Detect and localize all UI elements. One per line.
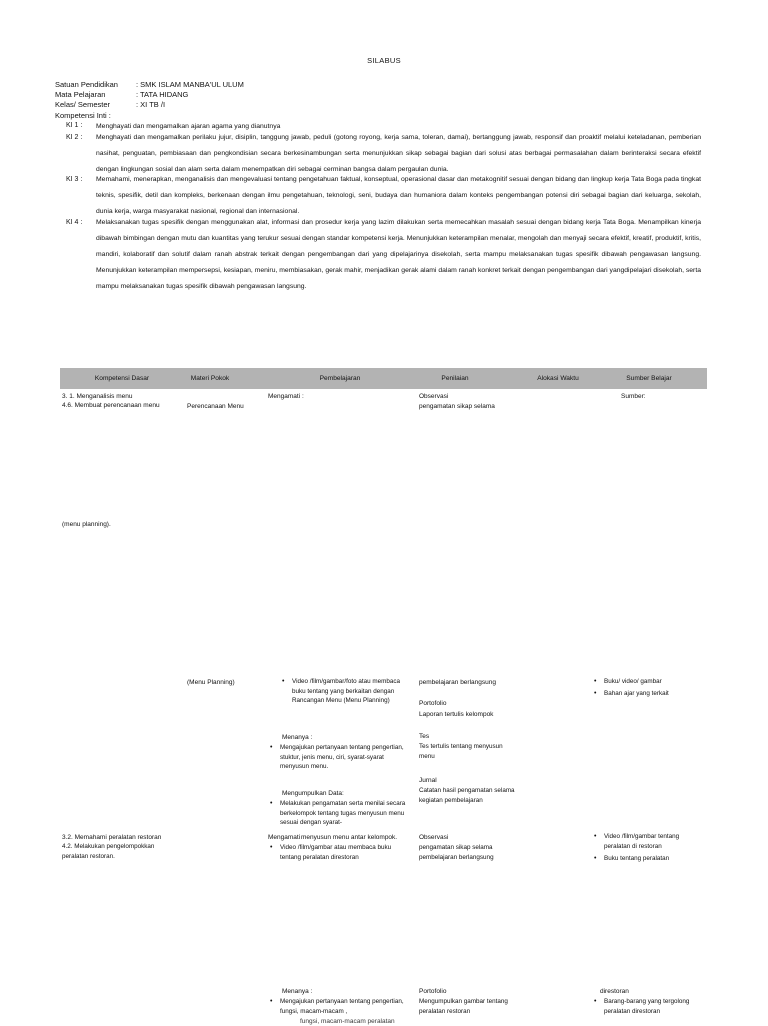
mengamati-heading-r3: Mengamati bbox=[268, 834, 301, 841]
meta-label-satuan: Satuan Pendidikan bbox=[55, 80, 118, 89]
mengamati-bullet: • Video /film/gambar/foto atau membaca buku tentang yang berkaitan dengan Rancangan Menu (Menu Planning) bbox=[280, 677, 410, 706]
ki-4-label: KI 4 : bbox=[66, 219, 83, 226]
mengumpulkan-heading: Mengumpulkan Data: bbox=[282, 790, 344, 797]
menanya-item bbox=[268, 743, 413, 772]
kd-4-6: 4.6. Membuat perencanaan menu bbox=[62, 402, 160, 409]
ki-2-label: KI 2 : bbox=[66, 134, 83, 141]
observasi-text: pengamatan sikap selama bbox=[419, 403, 495, 410]
header-penilaian: Penilaian bbox=[441, 375, 469, 382]
header-kompetensi-dasar: Kompetensi Dasar bbox=[94, 375, 150, 382]
kd-3-1: 3. 1. Menganalisis menu bbox=[62, 393, 133, 400]
sumber-bullet-barang: • Barang-barang yang tergolong peralatan direstoran bbox=[592, 997, 702, 1016]
ki-1-label: KI 1 : bbox=[66, 122, 83, 129]
ki-1-text: Menghayati dan mengamalkan ajaran agama yang dianutnya bbox=[96, 123, 281, 130]
meta-value-mapel: : TATA HIDANG bbox=[136, 90, 189, 99]
header-materi-pokok: Materi Pokok bbox=[190, 375, 230, 382]
sumber-heading: Sumber: bbox=[621, 393, 646, 400]
meta-label-mapel: Mata Pelajaran bbox=[55, 90, 106, 99]
portofolio-text-r4: Mengumpulkan gambar tentang peralatan restoran bbox=[419, 998, 508, 1015]
jurnal-heading: Jurnal bbox=[419, 777, 437, 784]
menanya-heading: Menanya : bbox=[282, 734, 313, 741]
kd-3-2: 3.2. Memahami peralatan restoran bbox=[62, 834, 162, 841]
sumber-list-r2 bbox=[592, 677, 702, 698]
portofolio-heading-r4: Portofolio bbox=[419, 988, 447, 995]
meta-label-kelas: Kelas/ Semester bbox=[55, 100, 111, 109]
ki-3-label: KI 3 : bbox=[66, 176, 83, 183]
ki-4-text: Melaksanakan tugas spesifik dengan menggunakan alat, informasi dan prosedur kerja yang lazim dilakukan serta memecahkan masalah sesuai dengan bidang kerja Tata Boga. Menampilkan kinerja dibawah bimbingan dengan mutu dan kuantitas yang terukur sesuai dengan standar kompetensi kerja. Menunjukkan keterampilan menalar, mengolah dan menyaji secara efektif, kreatif, produktif, kritis, mandiri, kolaboratif dan solutif dalam ranah abstrak terkait dengan pengembangan dari yang dipelajarinya disekolah, serta mampu melaksanakan tugas spesifik dibawah pengawasan langsung. Menunjukkan keterampilan mempersepsi, kesiapan, meniru, membiasakan, gerak mahir, menjadikan gerak alami dalam ranah konkret terkait dengan pengembangan dari yangdipelajari disekolah, serta mampu melaksanakan tugas spesifik dibawah pengawasan langsung. bbox=[96, 219, 701, 290]
mengamati-item-r3 bbox=[268, 843, 413, 862]
kd-4-2: 4.2. Melakukan pengelompokkan peralatan restoran. bbox=[62, 843, 155, 860]
materi-menu-planning: (Menu Planning) bbox=[187, 679, 235, 686]
materi-perencanaan-menu: Perencanaan Menu bbox=[187, 403, 244, 410]
menanya-item-r4 bbox=[268, 997, 408, 1016]
menanya-bullet: • Mengajukan pertanyaan tentang pengertian, stuktur, jenis menu, ciri, syarat-syarat menyusun menu. bbox=[268, 743, 413, 772]
observasi-heading: Observasi bbox=[419, 393, 449, 400]
sumber-bullet-video: • Video /film/gambar tentang peralatan di restoran bbox=[592, 832, 702, 851]
syllabus-table-header bbox=[60, 368, 707, 389]
mengamati-item bbox=[280, 677, 410, 706]
ki-3-text: Memahami, menerapkan, menganalisis dan mengevaluasi tentang pengetahuan faktual, konseptual, operasional dasar dan metakognitif sesuai dengan bidang dan lingkup kerja Tata Boga pada tingkat teknis, spesifik, detil dan kompleks, berkenaan dengan ilmu pengetahuan, teknologi, seni, budaya dan humaniora dalam konteks pengembangan potensi diri sebagai bagian dari keluarga, sekolah, dunia kerja, warga masyarakat nasional, regional dan internasional. bbox=[96, 176, 701, 215]
tes-text: Tes tertulis tentang menyusun menu bbox=[419, 743, 503, 760]
sumber-bullet-buku: • Buku/ video/ gambar bbox=[592, 677, 702, 687]
menanya-bullet-r4: • Mengajukan pertanyaan tentang pengertian, fungsi, macam-macam , bbox=[268, 997, 408, 1016]
jurnal-text: Catatan hasil pengamatan selama kegiatan pembelajaran bbox=[419, 787, 515, 804]
observasi-text-r3: pengamatan sikap selama pembelajaran berlangsung bbox=[419, 844, 494, 861]
sumber-line-r4: direstoran bbox=[600, 988, 629, 995]
sumber-bullet-bahan-ajar: • Bahan ajar yang terkait bbox=[592, 689, 702, 699]
sumber-list-r3 bbox=[592, 832, 702, 864]
mengamati-heading: Mengamati : bbox=[268, 393, 304, 400]
header-sumber-belajar: Sumber Belajar bbox=[626, 375, 672, 382]
portofolio-heading: Portofolio bbox=[419, 700, 447, 707]
header-pembelajaran: Pembelajaran bbox=[319, 375, 361, 382]
meta-value-satuan: : SMK ISLAM MANBA'UL ULUM bbox=[136, 80, 244, 89]
tes-heading: Tes bbox=[419, 733, 430, 740]
menanya-heading-r4: Menanya : bbox=[282, 988, 313, 995]
observasi-heading-r3: Observasi bbox=[419, 834, 449, 841]
mengumpulkan-item bbox=[268, 799, 413, 828]
meta-value-kelas: : XI TB /I bbox=[136, 100, 166, 109]
mengamati-overlap-text: menyusun menu antar kelompok. bbox=[301, 834, 398, 841]
sumber-list-r4 bbox=[592, 997, 702, 1016]
document-title: SILABUS bbox=[367, 56, 401, 65]
ki-2-text: Menghayati dan mengamalkan perilaku jujur, disiplin, tanggung jawab, peduli (gotong royong, kerja sama, toleran, damai), bertanggung jawab, responsif dan proaktif melalui keteladanan, pemberian nasihat, penguatan, pembiasaan dan pengkondisian secara berkesinambungan serta menunjukkan sikap sebagai bagian dari solusi atas berbagai permasalahan dalam berinteraksi secara efektif dengan lingkungan sosial dan alam serta dalam menempatkan diri sebagai cerminan bangsa dalam pergaulan dunia. bbox=[96, 134, 701, 173]
menu-planning-note: (menu planning). bbox=[62, 521, 111, 528]
sumber-bullet-buku-peralatan: • Buku tentang peralatan bbox=[592, 854, 702, 864]
mengumpulkan-bullet: • Melakukan pengamatan serta menilai secara berkelompok tentang tugas menyusun menu sesuai dengan syarat- bbox=[268, 799, 413, 828]
portofolio-text: Laporan tertulis kelompok bbox=[419, 711, 494, 718]
menanya-tail-r4: fungsi, macam-macam peralatan bbox=[300, 1018, 395, 1025]
header-alokasi-waktu: Alokasi Waktu bbox=[537, 375, 579, 382]
meta-label-kompetensi-inti: Kompetensi Inti : bbox=[55, 111, 111, 120]
penilaian-berlangsung: pembelajaran berlangsung bbox=[419, 679, 496, 686]
mengamati-bullet-r3: • Video /film/gambar atau membaca buku tentang peralatan direstoran bbox=[268, 843, 413, 862]
